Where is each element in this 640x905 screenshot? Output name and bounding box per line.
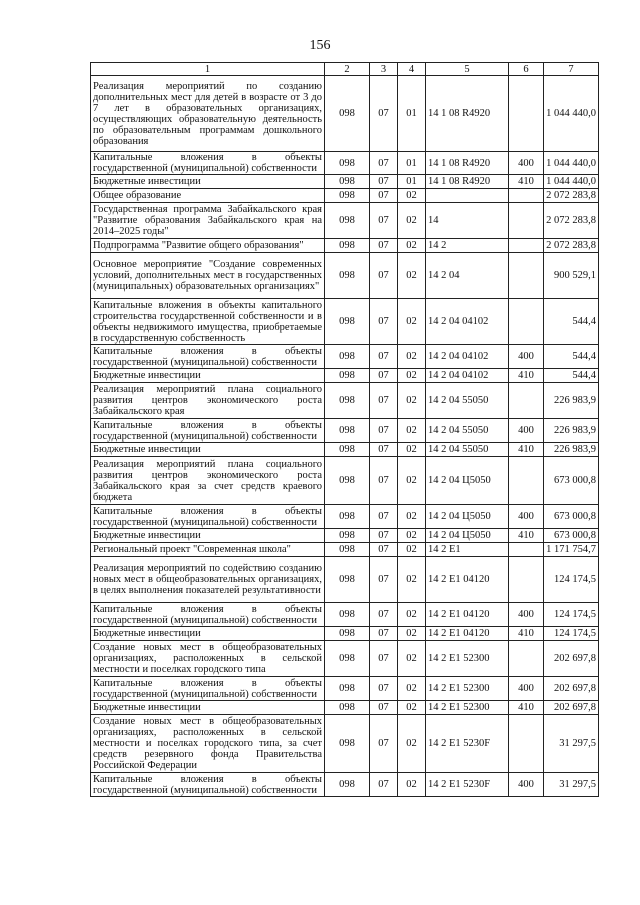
row-target-article: 14 2 04 04102 [426, 345, 509, 369]
row-name: Бюджетные инвестиции [91, 175, 325, 189]
row-admin-code: 098 [325, 419, 370, 443]
row-admin-code: 098 [325, 175, 370, 189]
row-subsection: 02 [398, 603, 426, 627]
row-admin-code: 098 [325, 152, 370, 175]
table-row [91, 457, 599, 505]
row-expense-type: 410 [509, 175, 544, 189]
row-admin-code: 098 [325, 557, 370, 603]
row-name: Капитальные вложения в объекты государственной (муниципальной) собственности [91, 345, 325, 369]
table-header-row [91, 63, 599, 76]
row-target-article: 14 2 E1 52300 [426, 677, 509, 701]
row-section: 07 [370, 543, 398, 557]
row-subsection: 02 [398, 189, 426, 203]
row-expense-type: 410 [509, 443, 544, 457]
row-name: Капитальные вложения в объекты государственной (муниципальной) собственности [91, 603, 325, 627]
row-amount: 226 983,9 [544, 443, 599, 457]
row-expense-type [509, 557, 544, 603]
row-admin-code: 098 [325, 529, 370, 543]
row-target-article: 14 1 08 R4920 [426, 152, 509, 175]
row-subsection: 01 [398, 152, 426, 175]
column-header: 3 [370, 63, 398, 76]
row-subsection: 02 [398, 299, 426, 345]
table-row [91, 543, 599, 557]
row-admin-code: 098 [325, 443, 370, 457]
table-row [91, 419, 599, 443]
row-name: Реализация мероприятий по созданию дополнительных мест для детей в возрасте от 3 до 7 лет в образовательных организациях, осуществляющих образовательную деятельность по образовательным программам дошкольного образования [91, 76, 325, 152]
row-target-article: 14 2 [426, 239, 509, 253]
row-admin-code: 098 [325, 505, 370, 529]
row-section: 07 [370, 457, 398, 505]
row-amount: 2 072 283,8 [544, 203, 599, 239]
row-name: Реализация мероприятий по содействию созданию новых мест в общеобразовательных организациях, в целях выполнения показателей результативности [91, 557, 325, 603]
row-target-article: 14 2 E1 04120 [426, 627, 509, 641]
table-row [91, 557, 599, 603]
row-expense-type: 400 [509, 677, 544, 701]
row-section: 07 [370, 76, 398, 152]
table-row [91, 189, 599, 203]
row-admin-code: 098 [325, 773, 370, 797]
row-target-article: 14 1 08 R4920 [426, 76, 509, 152]
row-admin-code: 098 [325, 543, 370, 557]
row-amount: 900 529,1 [544, 253, 599, 299]
row-subsection: 02 [398, 773, 426, 797]
row-subsection: 01 [398, 175, 426, 189]
row-target-article: 14 2 E1 5230F [426, 773, 509, 797]
row-section: 07 [370, 715, 398, 773]
row-expense-type [509, 299, 544, 345]
row-name: Капитальные вложения в объекты капитального строительства государственной собственности и в объекты недвижимого имущества, приобретаемые в государственную собственность [91, 299, 325, 345]
row-section: 07 [370, 189, 398, 203]
row-amount: 544,4 [544, 369, 599, 383]
row-subsection: 02 [398, 557, 426, 603]
table-row [91, 715, 599, 773]
row-section: 07 [370, 345, 398, 369]
row-admin-code: 098 [325, 239, 370, 253]
row-amount: 1 171 754,7 [544, 543, 599, 557]
row-amount: 202 697,8 [544, 641, 599, 677]
row-amount: 202 697,8 [544, 677, 599, 701]
row-section: 07 [370, 677, 398, 701]
row-name: Капитальные вложения в объекты государственной (муниципальной) собственности [91, 505, 325, 529]
row-amount: 2 072 283,8 [544, 239, 599, 253]
table-row [91, 529, 599, 543]
row-admin-code: 098 [325, 677, 370, 701]
row-subsection: 02 [398, 419, 426, 443]
row-subsection: 02 [398, 715, 426, 773]
row-section: 07 [370, 152, 398, 175]
table-row [91, 299, 599, 345]
row-name: Бюджетные инвестиции [91, 627, 325, 641]
row-amount: 226 983,9 [544, 383, 599, 419]
row-section: 07 [370, 627, 398, 641]
row-subsection: 02 [398, 457, 426, 505]
table-row [91, 253, 599, 299]
row-amount: 673 000,8 [544, 529, 599, 543]
row-target-article: 14 2 E1 04120 [426, 557, 509, 603]
row-expense-type [509, 203, 544, 239]
row-target-article: 14 2 04 Ц5050 [426, 529, 509, 543]
row-target-article: 14 2 E1 5230F [426, 715, 509, 773]
row-amount: 673 000,8 [544, 457, 599, 505]
column-header: 6 [509, 63, 544, 76]
row-amount: 1 044 440,0 [544, 175, 599, 189]
row-target-article: 14 2 04 04102 [426, 299, 509, 345]
row-target-article: 14 2 04 55050 [426, 443, 509, 457]
row-amount: 1 044 440,0 [544, 76, 599, 152]
row-admin-code: 098 [325, 627, 370, 641]
row-expense-type [509, 76, 544, 152]
row-expense-type [509, 641, 544, 677]
row-amount: 124 174,5 [544, 557, 599, 603]
row-expense-type: 410 [509, 529, 544, 543]
row-admin-code: 098 [325, 701, 370, 715]
row-target-article: 14 2 04 Ц5050 [426, 457, 509, 505]
row-target-article: 14 2 04 [426, 253, 509, 299]
row-amount: 202 697,8 [544, 701, 599, 715]
row-target-article: 14 2 04 04102 [426, 369, 509, 383]
row-section: 07 [370, 239, 398, 253]
row-subsection: 02 [398, 543, 426, 557]
row-subsection: 02 [398, 529, 426, 543]
row-target-article: 14 1 08 R4920 [426, 175, 509, 189]
row-subsection: 02 [398, 253, 426, 299]
table-row [91, 603, 599, 627]
row-subsection: 02 [398, 641, 426, 677]
row-section: 07 [370, 253, 398, 299]
row-expense-type [509, 189, 544, 203]
row-target-article: 14 2 E1 52300 [426, 701, 509, 715]
table-row [91, 203, 599, 239]
row-name: Бюджетные инвестиции [91, 529, 325, 543]
row-expense-type: 400 [509, 505, 544, 529]
row-section: 07 [370, 773, 398, 797]
table-row [91, 369, 599, 383]
row-name: Государственная программа Забайкальского края "Развитие образования Забайкальского края на 2014–2025 годы" [91, 203, 325, 239]
row-target-article: 14 2 E1 [426, 543, 509, 557]
row-section: 07 [370, 383, 398, 419]
row-expense-type: 410 [509, 369, 544, 383]
row-expense-type [509, 715, 544, 773]
column-header: 7 [544, 63, 599, 76]
row-subsection: 02 [398, 345, 426, 369]
row-admin-code: 098 [325, 457, 370, 505]
row-subsection: 02 [398, 443, 426, 457]
row-target-article [426, 189, 509, 203]
row-name: Создание новых мест в общеобразовательных организациях, расположенных в сельской местности и поселках городского типа, за счет средств резервного фонда Правительства Российской Федерации [91, 715, 325, 773]
row-amount: 124 174,5 [544, 627, 599, 641]
row-subsection: 02 [398, 383, 426, 419]
row-name: Создание новых мест в общеобразовательных организациях, расположенных в сельской местности и поселках городского типа [91, 641, 325, 677]
row-name: Реализация мероприятий плана социального развития центров экономического роста Забайкальского края за счет средств краевого бюджета [91, 457, 325, 505]
row-name: Бюджетные инвестиции [91, 443, 325, 457]
row-subsection: 02 [398, 627, 426, 641]
table-row [91, 677, 599, 701]
row-subsection: 02 [398, 677, 426, 701]
row-name: Капитальные вложения в объекты государственной (муниципальной) собственности [91, 152, 325, 175]
table-row [91, 76, 599, 152]
row-admin-code: 098 [325, 369, 370, 383]
budget-table [90, 62, 599, 797]
table-row [91, 627, 599, 641]
table-row [91, 383, 599, 419]
row-section: 07 [370, 529, 398, 543]
row-amount: 1 044 440,0 [544, 152, 599, 175]
row-target-article: 14 [426, 203, 509, 239]
row-section: 07 [370, 603, 398, 627]
row-name: Общее образование [91, 189, 325, 203]
column-header: 5 [426, 63, 509, 76]
row-amount: 544,4 [544, 299, 599, 345]
row-amount: 31 297,5 [544, 715, 599, 773]
row-section: 07 [370, 369, 398, 383]
row-name: Бюджетные инвестиции [91, 369, 325, 383]
row-subsection: 02 [398, 369, 426, 383]
row-target-article: 14 2 04 Ц5050 [426, 505, 509, 529]
row-name: Подпрограмма "Развитие общего образования" [91, 239, 325, 253]
row-target-article: 14 2 E1 04120 [426, 603, 509, 627]
row-name: Региональный проект "Современная школа" [91, 543, 325, 557]
table-row [91, 239, 599, 253]
row-name: Бюджетные инвестиции [91, 701, 325, 715]
row-admin-code: 098 [325, 715, 370, 773]
row-expense-type: 400 [509, 773, 544, 797]
row-section: 07 [370, 203, 398, 239]
table-row [91, 443, 599, 457]
row-target-article: 14 2 04 55050 [426, 419, 509, 443]
row-expense-type [509, 253, 544, 299]
row-expense-type [509, 543, 544, 557]
row-name: Реализация мероприятий плана социального развития центров экономического роста Забайкальского края [91, 383, 325, 419]
row-admin-code: 098 [325, 76, 370, 152]
row-admin-code: 098 [325, 299, 370, 345]
table-row [91, 773, 599, 797]
row-section: 07 [370, 419, 398, 443]
column-header: 1 [91, 63, 325, 76]
row-name: Капитальные вложения в объекты государственной (муниципальной) собственности [91, 773, 325, 797]
row-expense-type: 410 [509, 701, 544, 715]
row-section: 07 [370, 299, 398, 345]
row-admin-code: 098 [325, 189, 370, 203]
table-row [91, 505, 599, 529]
row-admin-code: 098 [325, 345, 370, 369]
row-admin-code: 098 [325, 641, 370, 677]
column-header: 2 [325, 63, 370, 76]
table-row [91, 701, 599, 715]
row-subsection: 02 [398, 239, 426, 253]
row-amount: 2 072 283,8 [544, 189, 599, 203]
table-row [91, 152, 599, 175]
row-expense-type [509, 383, 544, 419]
row-subsection: 02 [398, 203, 426, 239]
row-expense-type: 410 [509, 627, 544, 641]
table-row [91, 345, 599, 369]
row-amount: 673 000,8 [544, 505, 599, 529]
row-subsection: 02 [398, 505, 426, 529]
row-expense-type [509, 457, 544, 505]
row-expense-type: 400 [509, 345, 544, 369]
row-amount: 226 983,9 [544, 419, 599, 443]
row-section: 07 [370, 557, 398, 603]
row-section: 07 [370, 505, 398, 529]
column-header: 4 [398, 63, 426, 76]
row-name: Основное мероприятие "Создание современных условий, дополнительных мест в государственных (муниципальных) образовательных организациях" [91, 253, 325, 299]
row-expense-type: 400 [509, 603, 544, 627]
row-subsection: 01 [398, 76, 426, 152]
row-section: 07 [370, 701, 398, 715]
row-expense-type: 400 [509, 152, 544, 175]
row-admin-code: 098 [325, 383, 370, 419]
row-expense-type: 400 [509, 419, 544, 443]
page-number: 156 [309, 38, 331, 53]
row-section: 07 [370, 443, 398, 457]
row-admin-code: 098 [325, 603, 370, 627]
row-admin-code: 098 [325, 253, 370, 299]
row-target-article: 14 2 04 55050 [426, 383, 509, 419]
row-amount: 124 174,5 [544, 603, 599, 627]
row-amount: 31 297,5 [544, 773, 599, 797]
row-name: Капитальные вложения в объекты государственной (муниципальной) собственности [91, 419, 325, 443]
row-target-article: 14 2 E1 52300 [426, 641, 509, 677]
row-subsection: 02 [398, 701, 426, 715]
table-row [91, 641, 599, 677]
row-section: 07 [370, 175, 398, 189]
row-name: Капитальные вложения в объекты государственной (муниципальной) собственности [91, 677, 325, 701]
table-row [91, 175, 599, 189]
row-expense-type [509, 239, 544, 253]
row-section: 07 [370, 641, 398, 677]
row-admin-code: 098 [325, 203, 370, 239]
row-amount: 544,4 [544, 345, 599, 369]
